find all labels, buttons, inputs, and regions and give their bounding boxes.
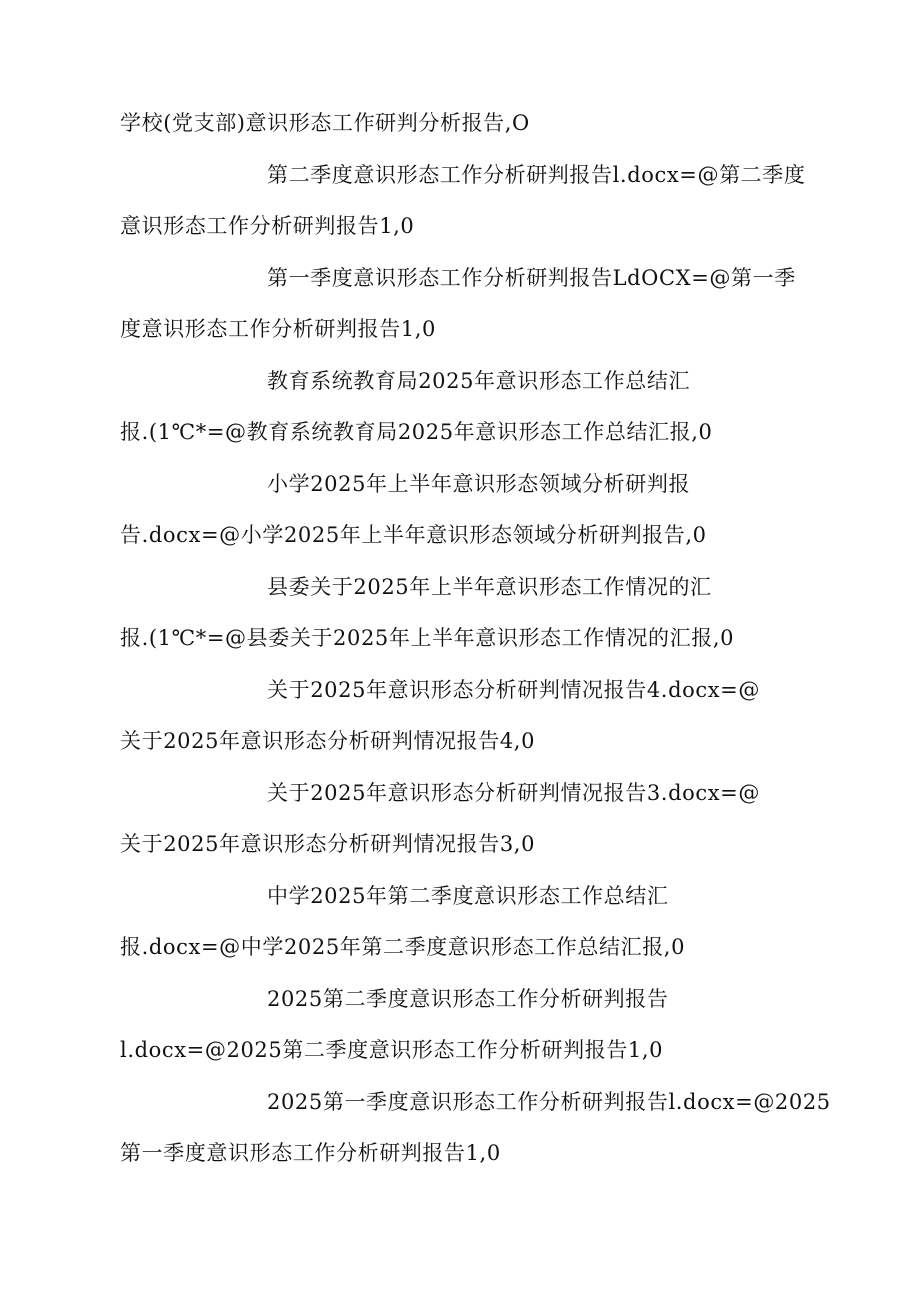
text-line: 县委关于2025年上半年意识形态工作情况的汇 bbox=[267, 574, 712, 599]
text-line: 关于2025年意识形态分析研判情况报告4.docx=@ bbox=[267, 677, 760, 702]
text-line: 2025第一季度意识形态工作分析研判报告l.docx=@2025 bbox=[267, 1089, 831, 1114]
text-line: 第一季度意识形态工作分析研判报告1,0 bbox=[120, 1141, 501, 1165]
text-line: 2025第二季度意识形态工作分析研判报告 bbox=[267, 986, 669, 1011]
text-line: 教育系统教育局2025年意识形态工作总结汇 bbox=[267, 368, 691, 393]
text-line: 报.docx=@中学2025年第二季度意识形态工作总结汇报,0 bbox=[120, 935, 686, 959]
document-body bbox=[120, 98, 830, 1180]
text-line: 第二季度意识形态工作分析研判报告l.docx=@第二季度 bbox=[267, 162, 806, 187]
text-line: 小学2025年上半年意识形态领域分析研判报 bbox=[267, 471, 691, 496]
text-line: 告.docx=@小学2025年上半年意识形态领域分析研判报告,0 bbox=[120, 523, 707, 547]
text-line: 意识形态工作分析研判报告1,0 bbox=[120, 214, 415, 238]
text-line: 关于2025年意识形态分析研判情况报告3,0 bbox=[120, 832, 536, 856]
text-line: 报.(1℃*=@教育系统教育局2025年意识形态工作总结汇报,0 bbox=[120, 420, 713, 444]
text-line: l.docx=@2025第二季度意识形态工作分析研判报告1,0 bbox=[120, 1038, 664, 1062]
text-line: 关于2025年意识形态分析研判情况报告4,0 bbox=[120, 729, 536, 753]
text-line: 第一季度意识形态工作分析研判报告LdOCX=@第一季 bbox=[267, 265, 796, 290]
text-line: 学校(党支部)意识形态工作研判分析报告,O bbox=[120, 111, 530, 135]
text-line: 关于2025年意识形态分析研判情况报告3.docx=@ bbox=[267, 780, 760, 805]
text-line: 度意识形态工作分析研判报告1,0 bbox=[120, 317, 436, 341]
text-line: 报.(1℃*=@县委关于2025年上半年意识形态工作情况的汇报,0 bbox=[120, 626, 735, 650]
text-line: 中学2025年第二季度意识形态工作总结汇 bbox=[267, 883, 669, 908]
